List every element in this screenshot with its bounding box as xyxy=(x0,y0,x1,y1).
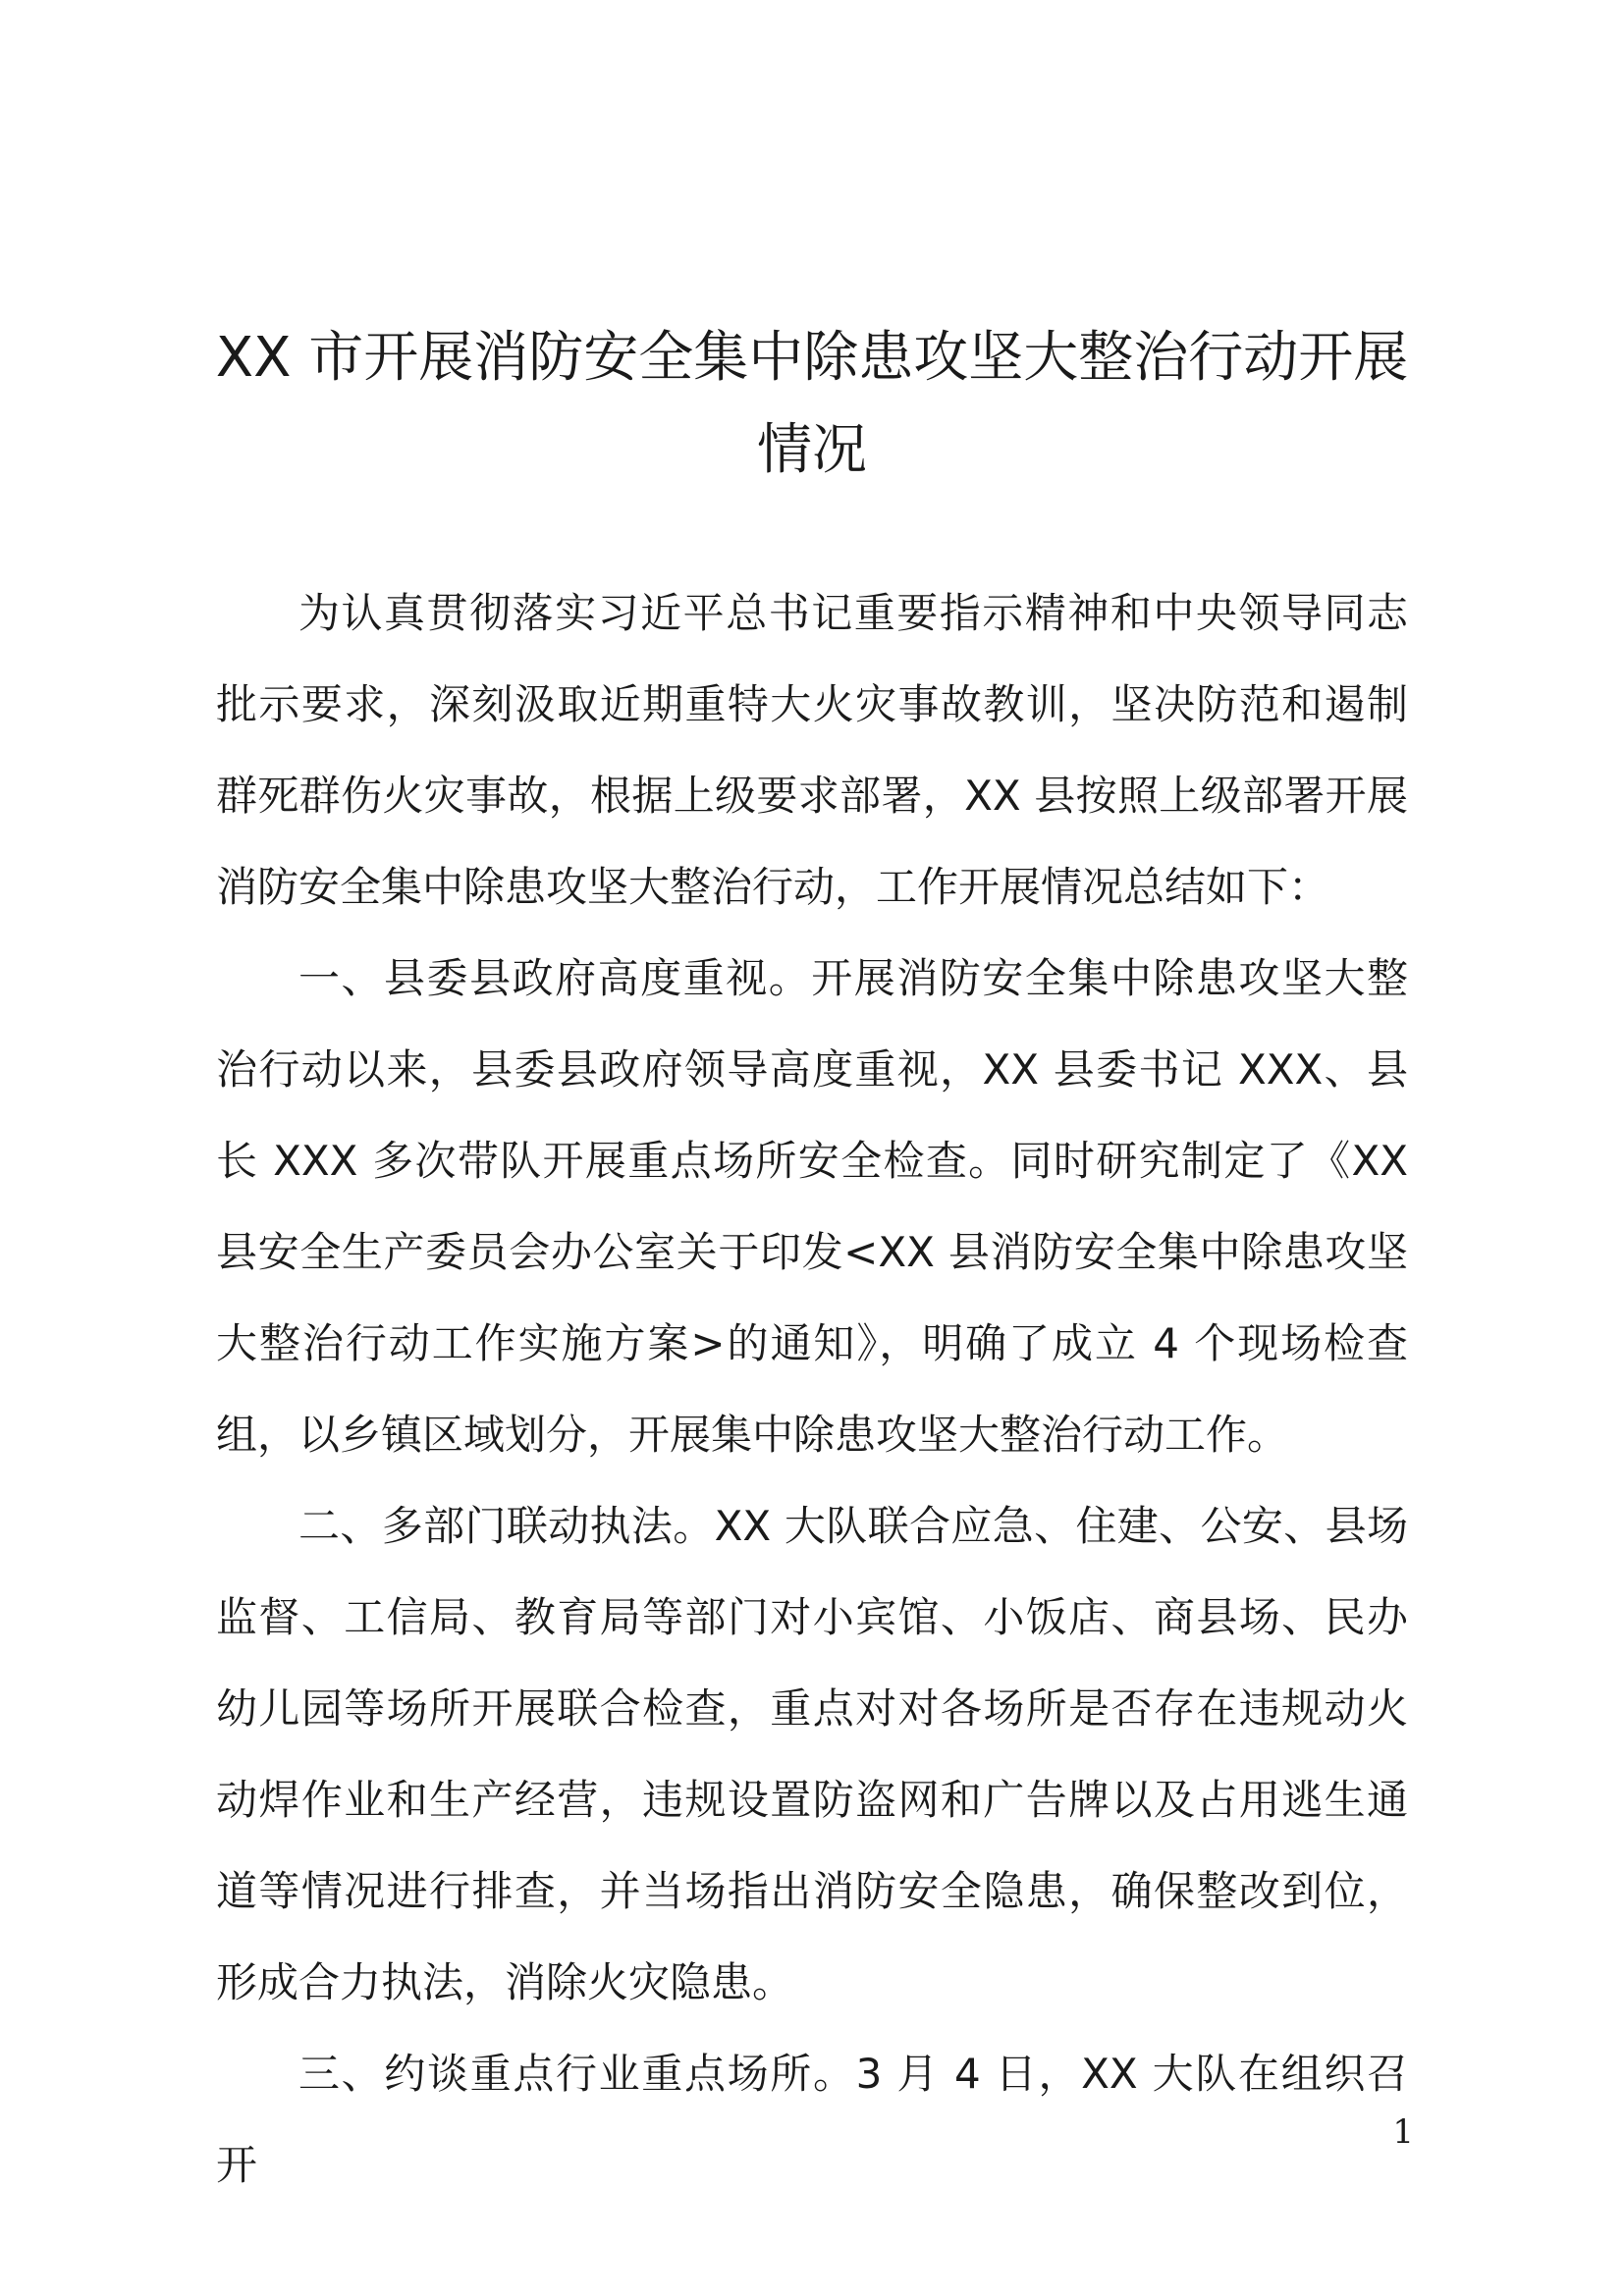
paragraph-section-2: 二、多部门联动执法。XX 大队联合应急、住建、公安、县场监督、工信局、教育局等部门对小宾馆、小饭店、商县场、民办幼儿园等场所开展联合检查，重点对对各场所是否存在违规动火动焊作业和生产经营，违规设置防盗网和广告牌以及占用逃生通道等情况进行排查，并当场指出消防安全隐患，确保整改到位，形成合力执法，消除火灾隐患。 xyxy=(216,1502,1408,2006)
document-body xyxy=(216,567,1408,2211)
paragraph-section-1: 一、县委县政府高度重视。开展消防安全集中除患攻坚大整治行动以来，县委县政府领导高度重视，XX 县委书记 XXX、县长 XXX 多次带队开展重点场所安全检查。同时研究制定了《XX 县安全生产委员会办公室关于印发<XX 县消防安全集中除患攻坚大整治行动工作实施方案>的通知》，明确了成立 4 个现场检查组，以乡镇区域划分，开展集中除患攻坚大整治行动工作。 xyxy=(216,954,1408,1459)
paragraph-intro: 为认真贯彻落实习近平总书记重要指示精神和中央领导同志批示要求，深刻汲取近期重特大火灾事故教训，坚决防范和遏制群死群伤火灾事故，根据上级要求部署，XX 县按照上级部署开展消防安全集中除患攻坚大整治行动，工作开展情况总结如下： xyxy=(216,589,1408,911)
page-number: 1 xyxy=(1392,2112,1414,2152)
paragraph-section-3: 三、约谈重点行业重点场所。3 月 4 日，XX 大队在组织召开 xyxy=(216,2050,1408,2189)
document-title: XX 市开展消防安全集中除患攻坚大整治行动开展情况 xyxy=(215,326,1409,482)
